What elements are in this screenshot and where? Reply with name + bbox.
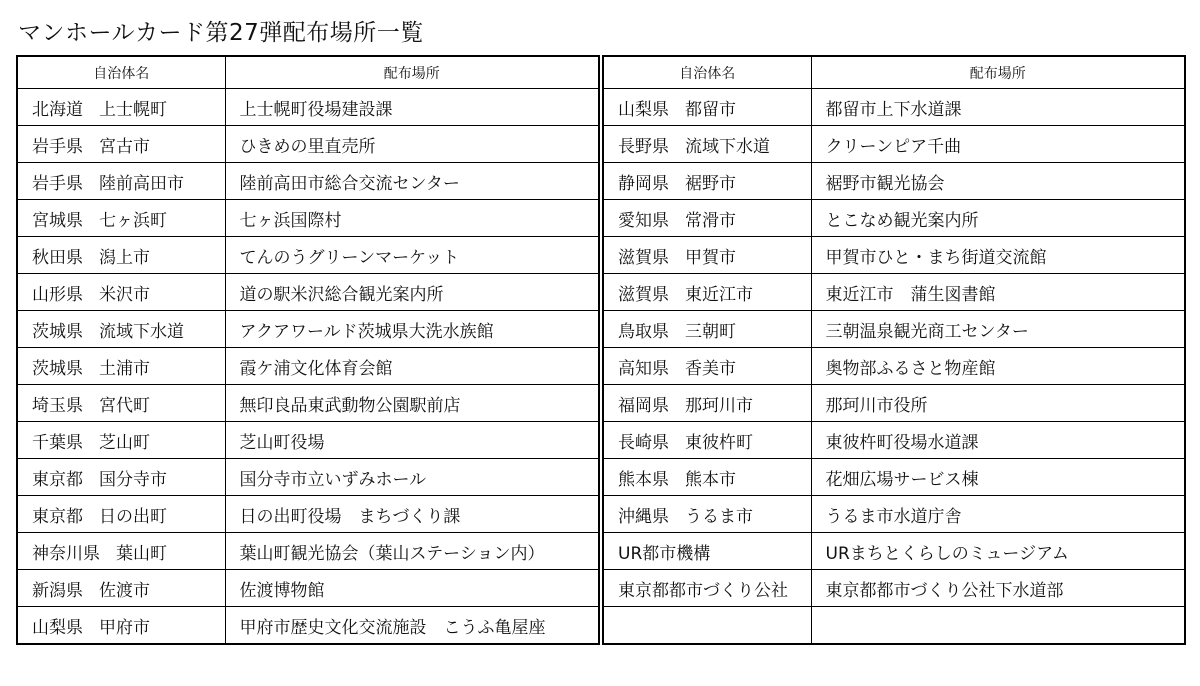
city-name: 葉山町 (116, 543, 167, 564)
municipality-cell (603, 348, 811, 385)
city-name: 米沢市 (99, 284, 150, 305)
city-name: 流域下水道 (99, 321, 184, 342)
prefecture-name: 茨城県 (32, 321, 83, 342)
location-cell: 甲府市歴史文化交流施設 こうふ亀屋座 (225, 607, 599, 645)
city-name: 東彼杵町 (685, 432, 753, 453)
location-cell: 日の出町役場 まちづくり課 (225, 496, 599, 533)
page-title: マンホールカード第27弾配布場所一覧 (18, 20, 424, 46)
city-name: 潟上市 (99, 247, 150, 268)
municipality-cell (603, 237, 811, 274)
city-name: うるま市 (685, 506, 753, 527)
distribution-table-left (16, 55, 600, 645)
city-name: 熊本市 (685, 469, 736, 490)
table-header-row (603, 56, 1185, 89)
municipality-cell (17, 570, 225, 607)
prefecture-name: 山梨県 (618, 99, 669, 120)
municipality-cell (603, 607, 811, 645)
location-cell: 七ヶ浜国際村 (225, 200, 599, 237)
city-name: 七ヶ浜町 (99, 210, 167, 231)
municipality-cell (603, 274, 811, 311)
table-row (17, 459, 599, 496)
location-cell: 佐渡博物館 (225, 570, 599, 607)
table-row (603, 163, 1185, 200)
location-cell: 花畑広場サービス棟 (811, 459, 1185, 496)
location-cell: 裾野市観光協会 (811, 163, 1185, 200)
header-location: 配布場所 (225, 56, 599, 89)
municipality-cell (17, 89, 225, 126)
prefecture-name: 埼玉県 (32, 395, 83, 416)
municipality-cell (17, 422, 225, 459)
municipality-cell (17, 200, 225, 237)
location-cell (811, 607, 1185, 645)
table-row (603, 607, 1185, 645)
municipality-cell (603, 422, 811, 459)
location-cell: 東京都都市づくり公社下水道部 (811, 570, 1185, 607)
prefecture-name: 滋賀県 (618, 284, 669, 305)
table-row (603, 459, 1185, 496)
city-name: 常滑市 (685, 210, 736, 231)
table-row (17, 311, 599, 348)
prefecture-name: 愛知県 (618, 210, 669, 231)
location-cell: とこなめ観光案内所 (811, 200, 1185, 237)
prefecture-name: 長野県 (618, 136, 669, 157)
municipality-cell (603, 496, 811, 533)
table-row (603, 126, 1185, 163)
table-row (603, 422, 1185, 459)
city-name: 佐渡市 (99, 580, 150, 601)
table-row (603, 385, 1185, 422)
municipality-cell (17, 348, 225, 385)
table-row (603, 200, 1185, 237)
prefecture-name: 東京都都市づくり公社 (618, 580, 788, 601)
location-cell: 葉山町観光協会（葉山ステーション内） (225, 533, 599, 570)
municipality-cell (603, 311, 811, 348)
location-cell: 三朝温泉観光商工センター (811, 311, 1185, 348)
prefecture-name: 北海道 (32, 99, 83, 120)
location-cell: 国分寺市立いずみホール (225, 459, 599, 496)
prefecture-name: 静岡県 (618, 173, 669, 194)
municipality-cell (17, 385, 225, 422)
city-name: 那珂川市 (685, 395, 753, 416)
table-row (17, 163, 599, 200)
municipality-cell (17, 311, 225, 348)
location-cell: 那珂川市役所 (811, 385, 1185, 422)
prefecture-name: 高知県 (618, 358, 669, 379)
city-name: 陸前高田市 (99, 173, 184, 194)
prefecture-name: 神奈川県 (32, 543, 100, 564)
prefecture-name: UR都市機構 (618, 543, 711, 564)
municipality-cell (17, 496, 225, 533)
location-cell: クリーンピア千曲 (811, 126, 1185, 163)
location-cell: 陸前高田市総合交流センター (225, 163, 599, 200)
location-cell: 霞ケ浦文化体育会館 (225, 348, 599, 385)
city-name: 上士幌町 (99, 99, 167, 120)
prefecture-name: 長崎県 (618, 432, 669, 453)
city-name: 甲賀市 (685, 247, 736, 268)
city-name: 宮代町 (99, 395, 150, 416)
table-row (17, 348, 599, 385)
table-row (17, 126, 599, 163)
table-row (603, 89, 1185, 126)
city-name: 日の出町 (99, 506, 167, 527)
location-cell: 道の駅米沢総合観光案内所 (225, 274, 599, 311)
table-row (603, 533, 1185, 570)
table-header-row (17, 56, 599, 89)
city-name: 三朝町 (685, 321, 736, 342)
city-name: 土浦市 (99, 358, 150, 379)
municipality-cell (17, 459, 225, 496)
header-municipality: 自治体名 (17, 56, 225, 89)
city-name: 甲府市 (99, 617, 150, 638)
municipality-cell (17, 533, 225, 570)
table-row (603, 348, 1185, 385)
location-cell: てんのうグリーンマーケット (225, 237, 599, 274)
prefecture-name: 沖縄県 (618, 506, 669, 527)
municipality-cell (17, 607, 225, 645)
city-name: 流域下水道 (685, 136, 770, 157)
city-name: 国分寺市 (99, 469, 167, 490)
location-cell: 東彼杵町役場水道課 (811, 422, 1185, 459)
table-row (17, 89, 599, 126)
location-cell: ひきめの里直売所 (225, 126, 599, 163)
municipality-cell (17, 163, 225, 200)
table-row (17, 237, 599, 274)
prefecture-name: 山形県 (32, 284, 83, 305)
municipality-cell (603, 89, 811, 126)
prefecture-name: 東京都 (32, 469, 83, 490)
prefecture-name: 茨城県 (32, 358, 83, 379)
city-name: 裾野市 (685, 173, 736, 194)
prefecture-name: 岩手県 (32, 136, 83, 157)
header-municipality: 自治体名 (603, 56, 811, 89)
municipality-cell (603, 533, 811, 570)
table-row (17, 570, 599, 607)
prefecture-name: 熊本県 (618, 469, 669, 490)
table-row (603, 311, 1185, 348)
municipality-cell (17, 237, 225, 274)
table-row (17, 607, 599, 645)
municipality-cell (17, 274, 225, 311)
table-row (603, 570, 1185, 607)
prefecture-name: 宮城県 (32, 210, 83, 231)
city-name: 芝山町 (99, 432, 150, 453)
municipality-cell (17, 126, 225, 163)
prefecture-name: 滋賀県 (618, 247, 669, 268)
table-row (603, 237, 1185, 274)
location-cell: 都留市上下水道課 (811, 89, 1185, 126)
municipality-cell (603, 385, 811, 422)
prefecture-name: 福岡県 (618, 395, 669, 416)
table-row (603, 274, 1185, 311)
location-cell: URまちとくらしのミュージアム (811, 533, 1185, 570)
city-name: 香美市 (685, 358, 736, 379)
prefecture-name: 千葉県 (32, 432, 83, 453)
prefecture-name: 岩手県 (32, 173, 83, 194)
distribution-table-right (602, 55, 1186, 645)
table-row (17, 385, 599, 422)
location-cell: うるま市水道庁舎 (811, 496, 1185, 533)
table-row (17, 533, 599, 570)
location-cell: 奥物部ふるさと物産館 (811, 348, 1185, 385)
location-cell: 東近江市 蒲生図書館 (811, 274, 1185, 311)
city-name: 都留市 (685, 99, 736, 120)
prefecture-name: 鳥取県 (618, 321, 669, 342)
municipality-cell (603, 163, 811, 200)
location-cell: 上士幌町役場建設課 (225, 89, 599, 126)
municipality-cell (603, 126, 811, 163)
table-row (17, 496, 599, 533)
prefecture-name: 秋田県 (32, 247, 83, 268)
table-row (603, 496, 1185, 533)
prefecture-name: 新潟県 (32, 580, 83, 601)
location-cell: 甲賀市ひと・まち街道交流館 (811, 237, 1185, 274)
city-name: 東近江市 (685, 284, 753, 305)
table-row (17, 422, 599, 459)
municipality-cell (603, 200, 811, 237)
prefecture-name: 東京都 (32, 506, 83, 527)
table-row (17, 274, 599, 311)
municipality-cell (603, 570, 811, 607)
municipality-cell (603, 459, 811, 496)
table-row (17, 200, 599, 237)
header-location: 配布場所 (811, 56, 1185, 89)
location-cell: アクアワールド茨城県大洗水族館 (225, 311, 599, 348)
prefecture-name: 山梨県 (32, 617, 83, 638)
city-name: 宮古市 (99, 136, 150, 157)
location-cell: 無印良品東武動物公園駅前店 (225, 385, 599, 422)
location-cell: 芝山町役場 (225, 422, 599, 459)
